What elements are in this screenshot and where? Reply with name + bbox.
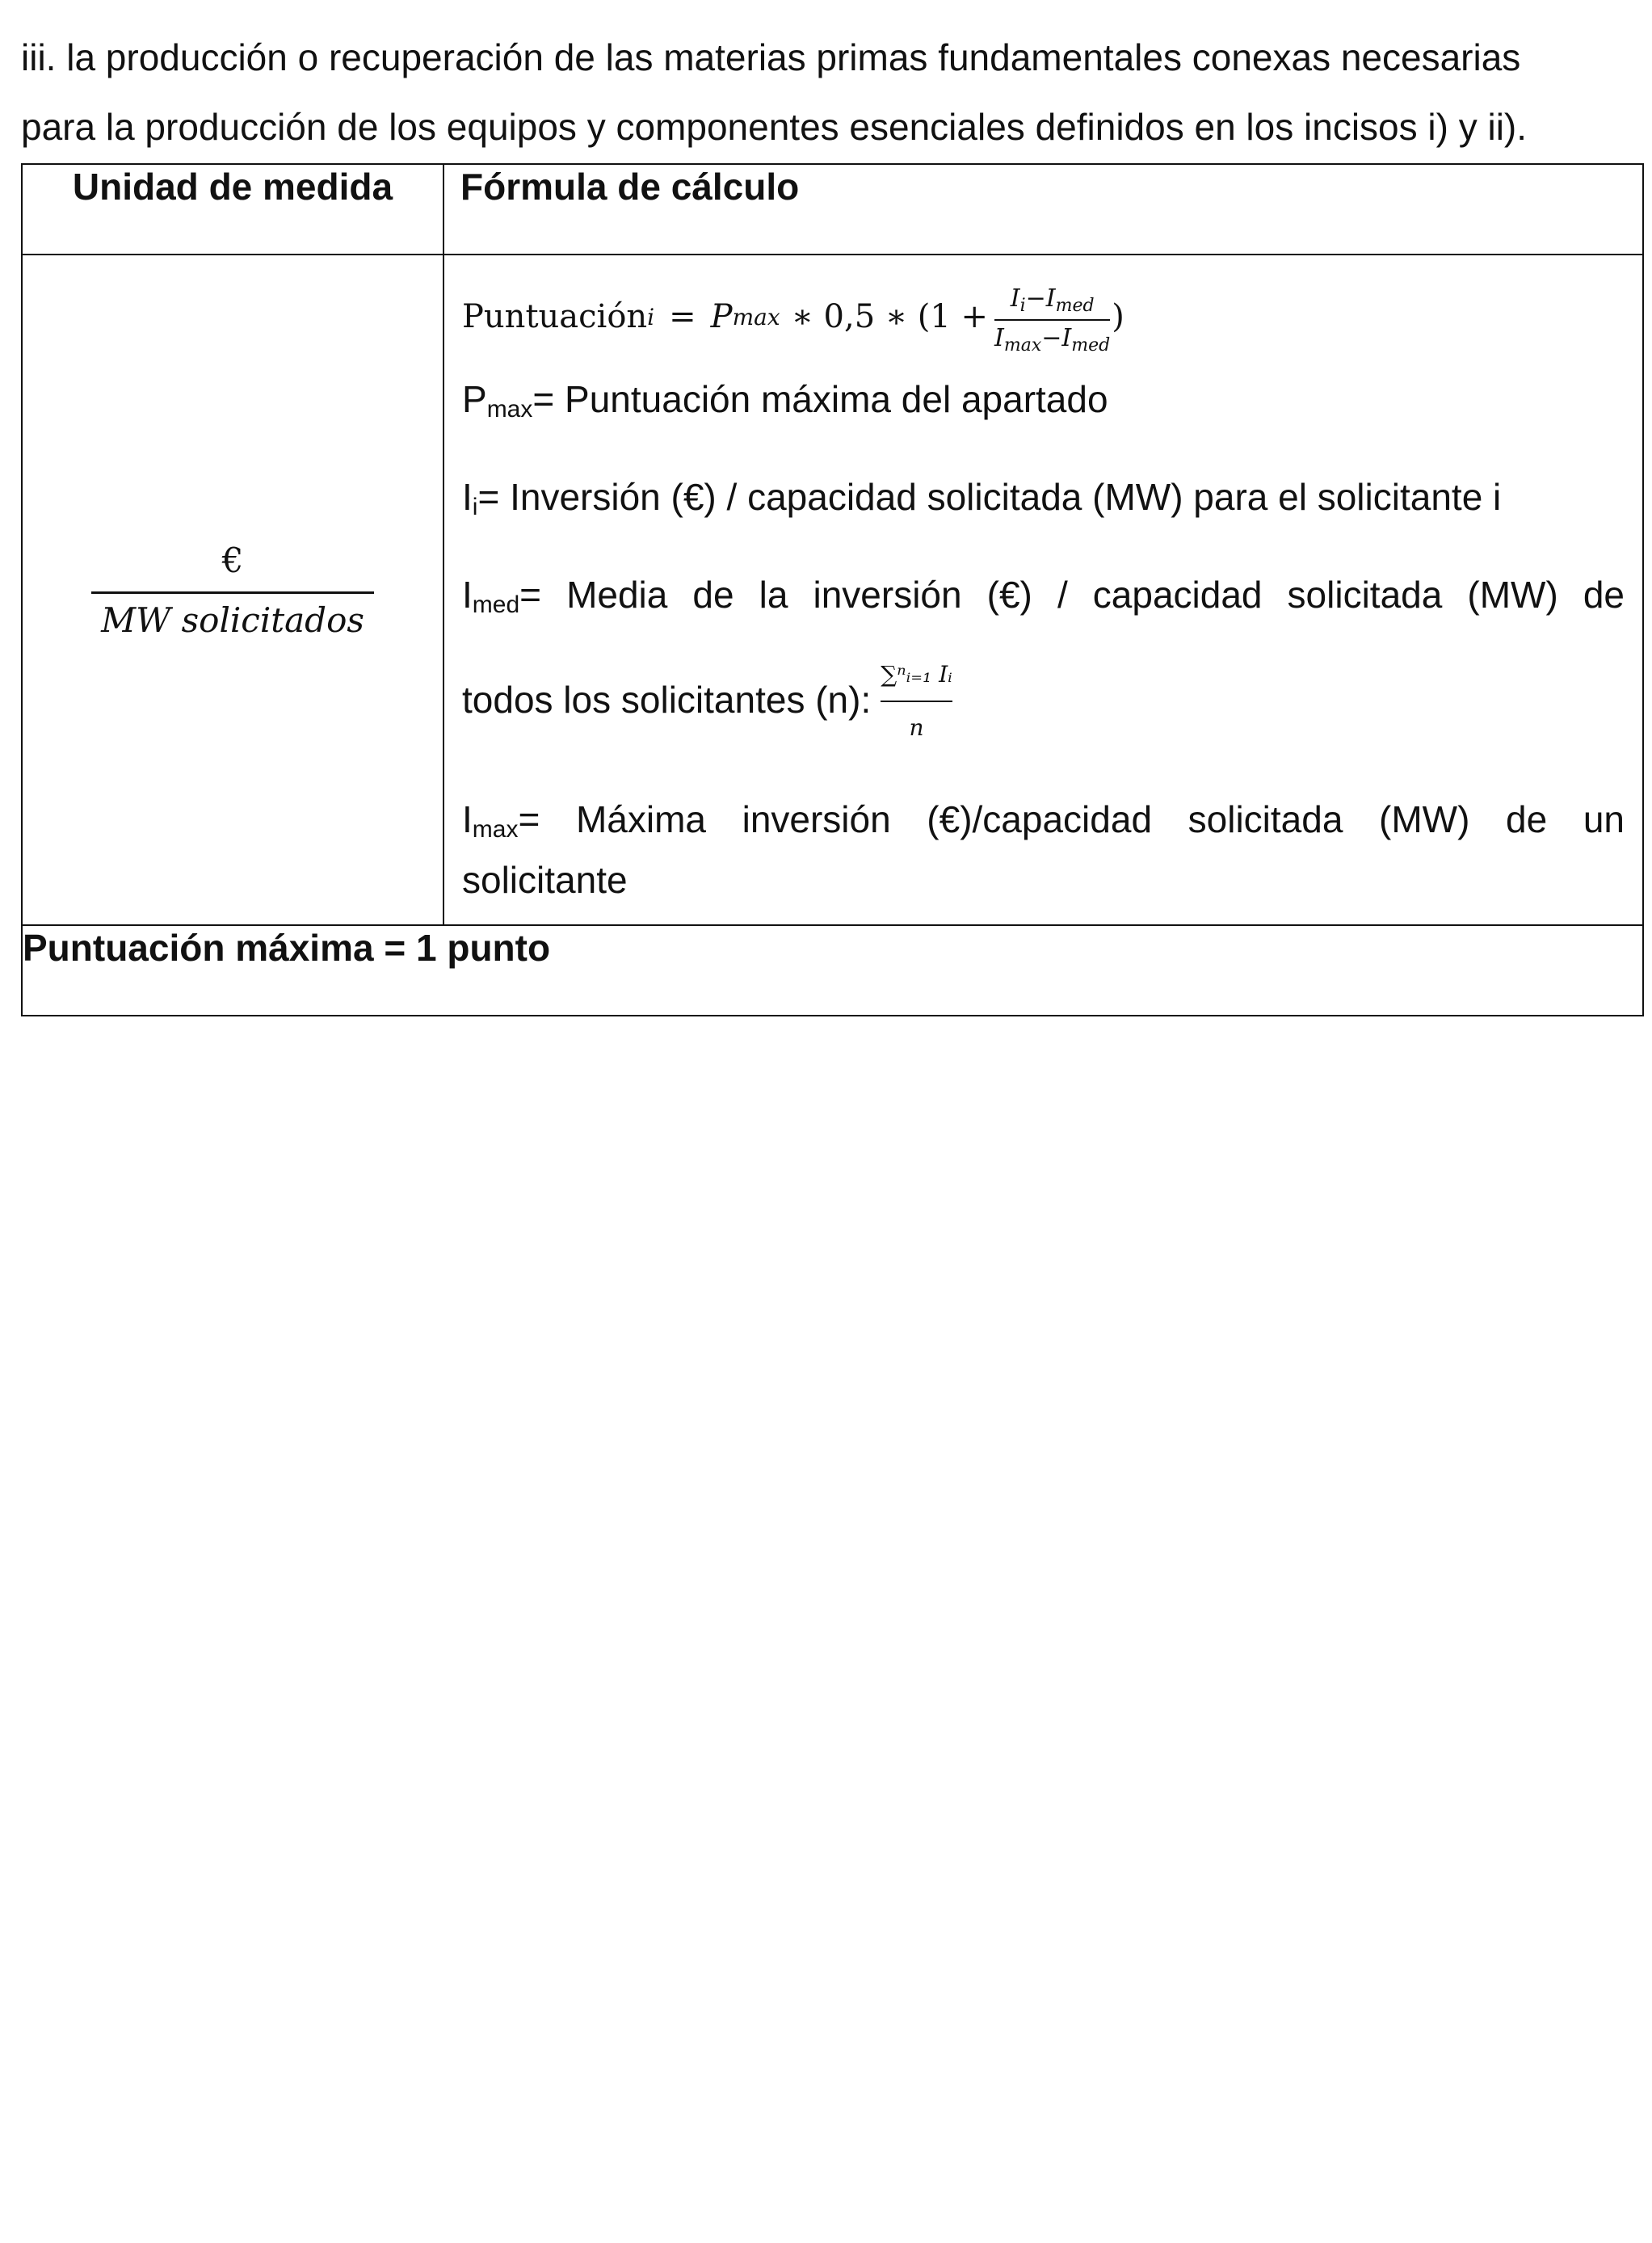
- formula-p: P: [710, 298, 733, 335]
- definition-imax-line2: solicitante: [462, 859, 628, 901]
- formula-lhs: Puntuación: [462, 298, 648, 335]
- formula-middle: ∗ 0,5 ∗ (1 +: [791, 298, 989, 335]
- definition-imax: [462, 794, 1625, 905]
- table-footer-row: [22, 925, 1643, 1016]
- unit-cell: [22, 255, 443, 925]
- definition-imed-line1: $I_{med}=$ Media de la inversión (€) / capacidad solicitada (MW) de: [462, 574, 1625, 618]
- sum-numerator: ∑ⁿᵢ₌₁ Iᵢ: [881, 661, 952, 688]
- header-formula: Fórmula de cálculo: [443, 164, 1643, 255]
- intro-line-2: para la producción de los equipos y componentes esenciales definidos en los incisos i) y ii).: [21, 106, 1528, 148]
- score-formula: [462, 276, 1625, 357]
- formula-equals: =: [669, 298, 696, 335]
- definition-ii: $I_i=$ Inversión (€) / capacidad solicitada (MW) para el solicitante i: [462, 476, 1502, 520]
- formula-fraction-numerator: $I_i-I_{med}$: [1010, 284, 1095, 316]
- max-score: Puntuación máxima = 1 punto: [22, 925, 1643, 1016]
- sum-denominator: n: [909, 714, 924, 741]
- unit-numerator: €: [221, 540, 244, 580]
- intro-line-1: iii. la producción o recuperación de las materias primas fundamentales conexas necesarias: [21, 36, 1521, 78]
- formula-p-sub: max: [732, 303, 780, 330]
- definition-imed: [462, 570, 1625, 751]
- formula-cell: [443, 255, 1643, 925]
- table-body-row: [22, 255, 1643, 925]
- table-header-row: [22, 164, 1643, 255]
- formula-lhs-sub: i: [647, 303, 655, 330]
- header-unit: Unidad de medida: [22, 164, 443, 255]
- unit-fraction: [91, 541, 374, 640]
- definition-imax-line1: $I_{max}=$ Máxima inversión (€)/capacidad solicitada (MW) de un: [462, 798, 1625, 843]
- unit-denominator: MW solicitados: [101, 600, 364, 640]
- criteria-table: [21, 163, 1644, 1016]
- formula-fraction-denominator: $I_{max}-I_{med}$: [994, 324, 1111, 356]
- formula-fraction: [994, 284, 1110, 356]
- intro-paragraph: [21, 23, 1625, 162]
- mean-sum-fraction: [881, 650, 952, 752]
- formula-close: ): [1112, 298, 1124, 335]
- definition-imed-line2: todos los solicitantes (n): ∑ⁿᵢ₌₁ Iᵢ n: [462, 649, 1625, 751]
- definition-pmax: $P_{max}=$ Puntuación máxima del apartado: [462, 378, 1108, 423]
- sum-fraction-bar: [881, 701, 952, 702]
